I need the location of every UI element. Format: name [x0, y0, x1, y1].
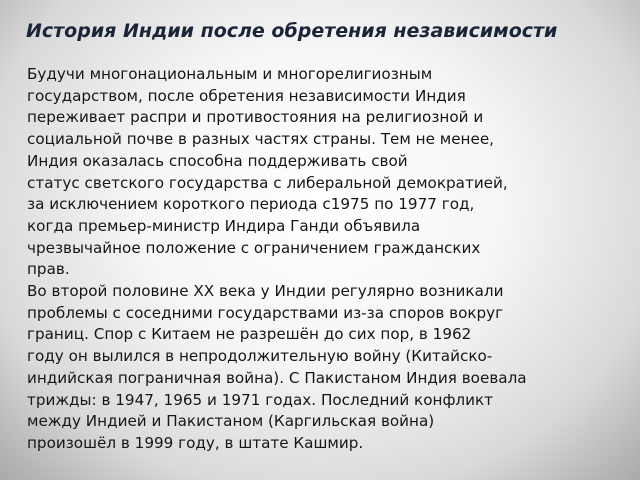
text-line: трижды: в 1947, 1965 и 1971 годах. Последний конфликт: [27, 390, 494, 409]
text-line: Индия оказалась способна поддерживать свой: [27, 151, 408, 170]
slide-body-text: [27, 64, 627, 455]
text-line: Во второй половине XX века у Индии регулярно возникали: [27, 282, 504, 301]
text-line: переживает распри и противостояния на религиозной и: [27, 108, 484, 127]
text-line: за исключением короткого периода с1975 по 1977 год,: [27, 195, 475, 214]
text-line: государством, после обретения независимости Индия: [27, 86, 466, 105]
text-line: когда премьер-министр Индира Ганди объявила: [27, 216, 421, 235]
text-line: проблемы с соседними государствами из-за споров вокруг: [27, 303, 504, 322]
text-line: году он вылился в непродолжительную войну (Китайско-: [27, 347, 493, 366]
text-line: между Индией и Пакистаном (Каргильская война): [27, 412, 435, 431]
text-line: границ. Спор с Китаем не разрешён до сих пор, в 1962: [27, 325, 472, 344]
text-line: индийская пограничная война). С Пакистаном Индия воевала: [27, 368, 527, 387]
text-line: произошёл в 1999 году, в штате Кашмир.: [27, 433, 364, 452]
text-line: Будучи многонациональным и многорелигиозным: [27, 65, 433, 83]
text-line: прав.: [27, 260, 70, 279]
text-line: социальной почве в разных частях страны. Тем не менее,: [27, 130, 494, 149]
paragraph-independence: [27, 64, 627, 281]
text-line: чрезвычайное положение с ограничением гражданских: [27, 238, 481, 257]
paragraph-border-conflicts: [27, 281, 627, 455]
slide-title: История Индии после обретения независимости: [26, 20, 558, 42]
text-line: статус светского государства с либеральной демократией,: [27, 173, 508, 192]
